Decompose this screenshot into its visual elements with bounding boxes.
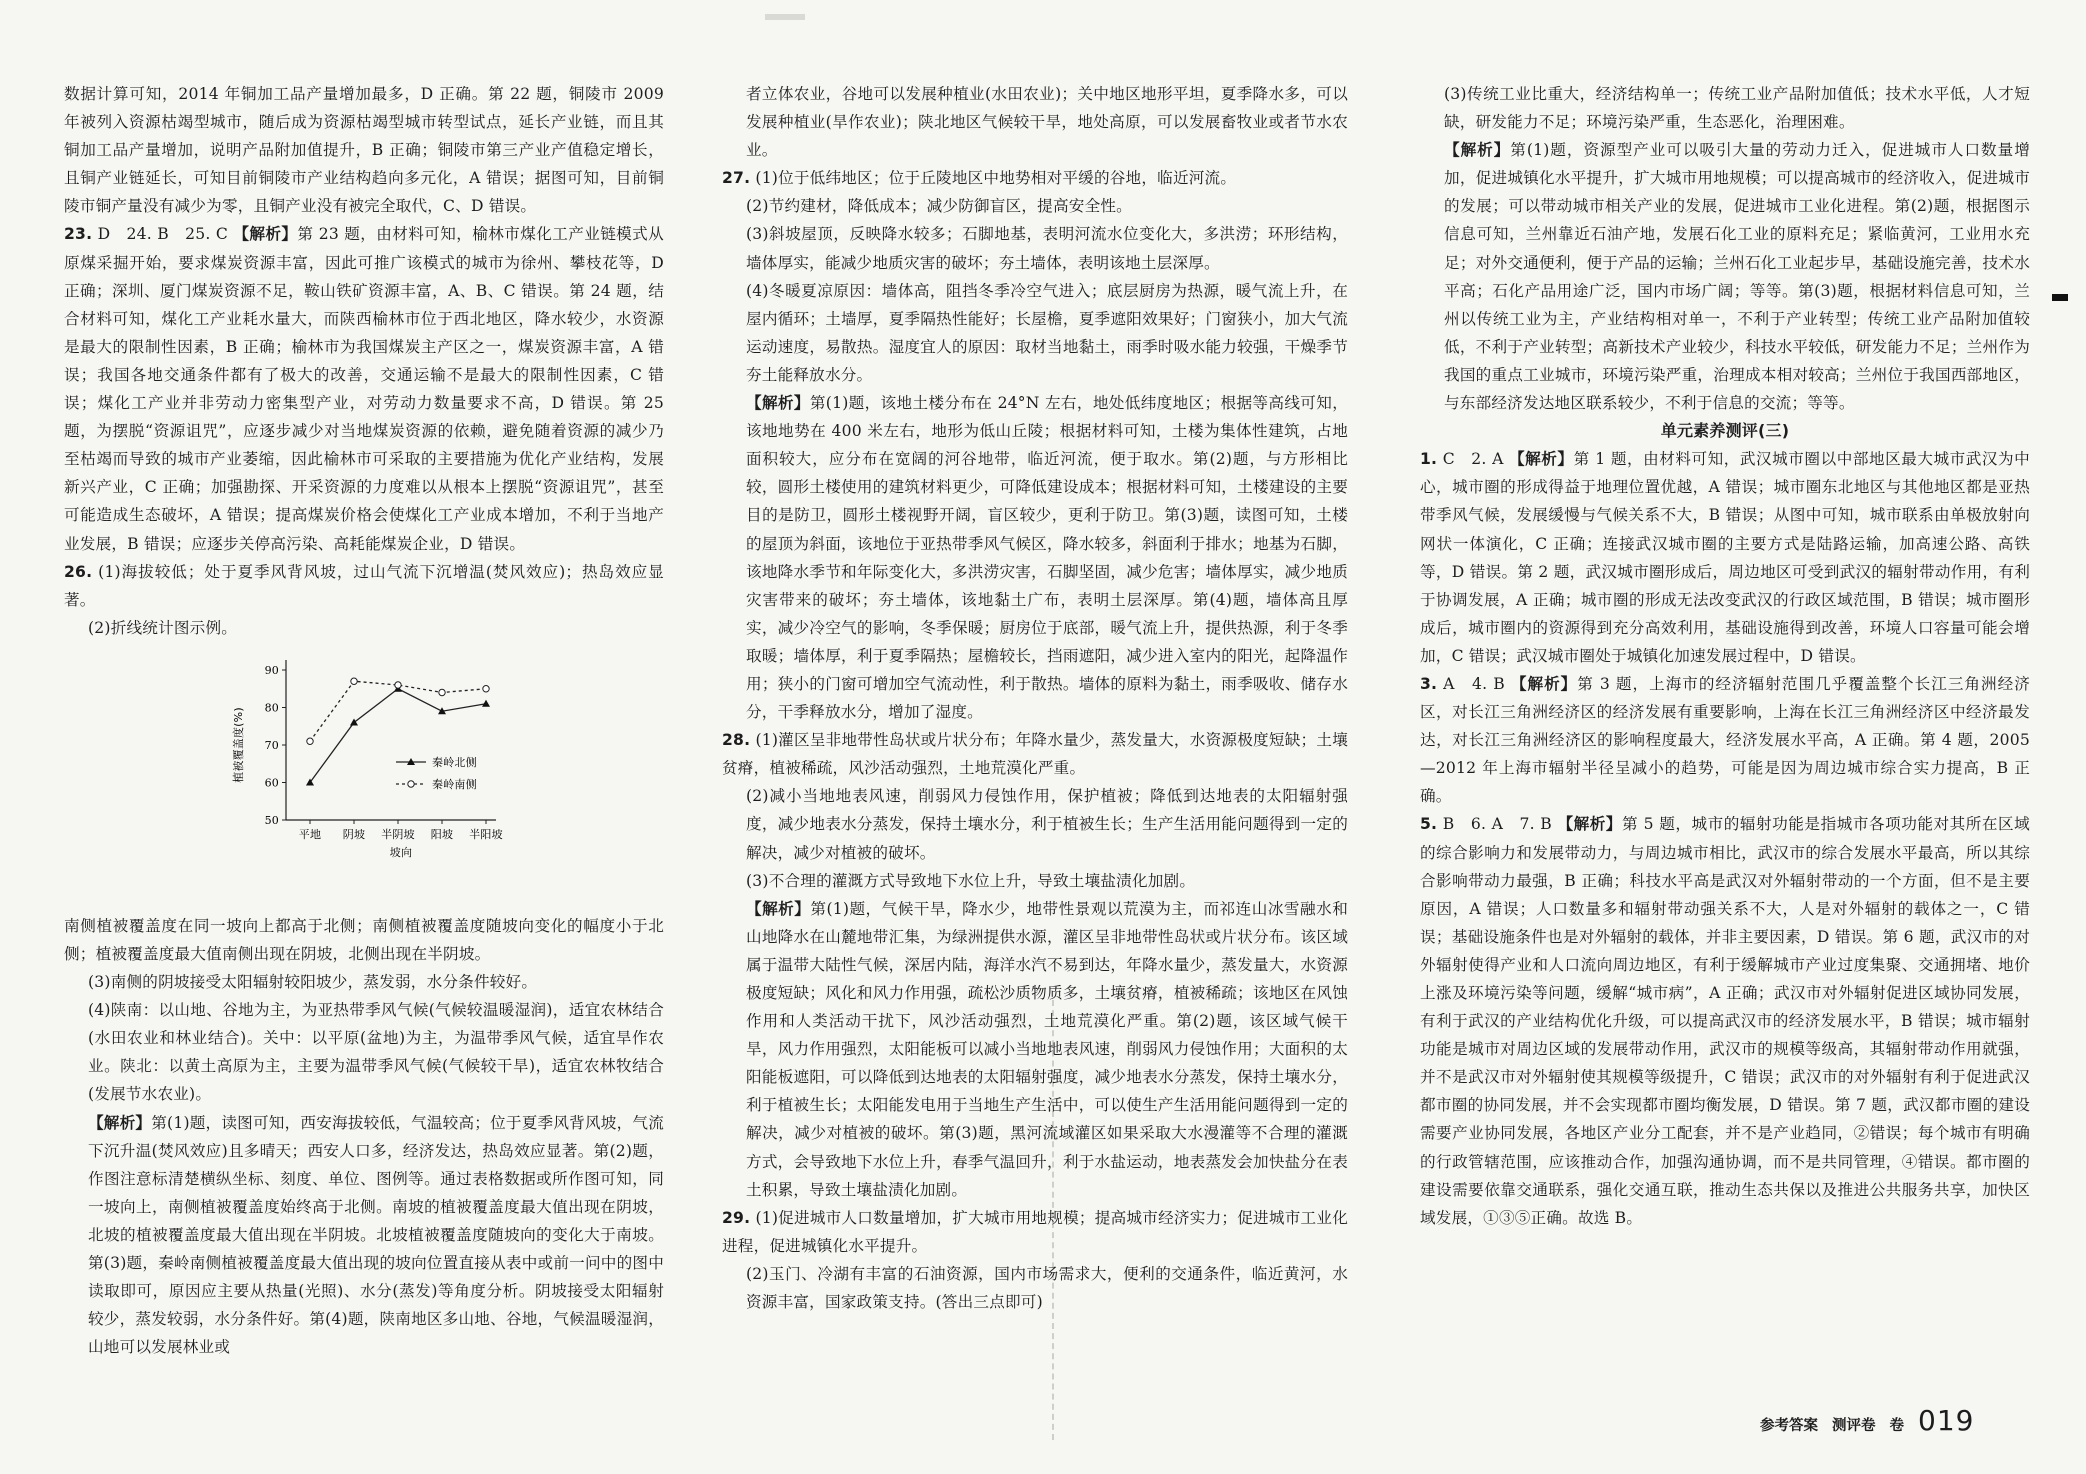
answer-text: (1)促进城市人口数量增加，扩大城市用地规模；提高城市经济实力；促进城市工业化进程，促进城镇化水平提升。 <box>722 1208 1348 1255</box>
analysis-tag: 【解析】 <box>1510 674 1578 693</box>
top-binding-mark <box>765 14 805 20</box>
section-title: 单元素养测评(三) <box>1660 421 1790 441</box>
analysis-body: 第(1)题，读图可知，西安海拔较低，气温较高；位于夏季风背风坡，气流下沉升温(焚风效应)且多晴天；西安人口多，经济发达，热岛效应显著。第(2)题，作图注意标清楚横纵坐标、刻度、单位、图例等。通过表格数据或所作图可知，同一坡向上，南侧植被覆盖度始终高于北侧。南坡的植被覆盖度最大值出现在阴坡，北坡的植被覆盖度最大值出现在半阴坡。北坡植被覆盖度随坡向的变化大于南坡。第(3)题，秦岭南侧植被覆盖度最大值出现的坡向位置直接从表中或前一问中的图中读取即可，原因应主要从热量(光照)、水分(蒸发)等角度分析。阴坡接受太阳辐射较少，蒸发较弱，水分条件好。第(4)题，陕南地区多山地、谷地，气候温暖湿润，山地可以发展林业或 <box>88 1113 664 1357</box>
q29-part2: (2)玉门、冷湖有丰富的石油资源，国内市场需求大，便利的交通条件，临近黄河，水资源丰富，国家政策支持。(答出三点即可) <box>746 1264 1348 1312</box>
q26-part3: (3)南侧的阴坡接受太阳辐射较阳坡少，蒸发弱，水分条件较好。 <box>88 973 538 992</box>
test-label: 测评卷 <box>1832 1418 1876 1434</box>
x-tick-label: 阴坡 <box>342 827 366 841</box>
analysis-body: 第 5 题，城市的辐射功能是指城市各项功能对其所在区域的综合影响力和发展带动力，与周边城市相比，武汉市的综合发展水平最高，所以其综合影响带动力最强，B 正确；科技水平高是武汉对外辐射带动的一个方面，但不是主要原因，A 错误；人口数量多和辐射带动强关系不大，人是对外辐射的载体之一，C 错误；基础设施条件也是对外辐射的载体，并非主要因素，D 错误。第 6 题，武汉市的对外辐射使得产业和人口流向周边地区，有利于缓解城市产业过度集聚、交通拥堵、地价上涨及环境污染等问题，缓解“城市病”，A 正确；武汉市对外辐射促进区域协同发展，有利于武汉的产业结构优化升级，可以提高武汉市的经济发展水平，B 错误；城市辐射功能是城市对周边区域的发展带动作用，武汉市的规模等级高，其辐射带动作用就强，并不是武汉市对外辐射使其规模等级提升，C 错误；武汉市的对外辐射有利于促进武汉都市圈的协同发展，并不会实现都市圈均衡发展，D 错误。第 7 题，武汉都市圈的建设需要产业协同发展，各地区产业分工配套，并不是产业趋同，②错误；每个城市有明确的行政管辖范围，应该推动合作，加强沟通协调，而不是共同管理，④错误。都市圈的建设需要依靠交通联系，强化交通互联，推动生态共保以及推进公共服务共享，加快区域发展，①③⑤正确。故选 B。 <box>1420 815 2030 1227</box>
q28-analysis <box>722 895 1348 1204</box>
analysis-tag: 【解析】 <box>1509 450 1574 469</box>
answer-keys: B 6. A 7. B <box>1442 815 1552 834</box>
column-middle <box>722 80 1348 1316</box>
x-axis-label: 坡向 <box>389 845 413 859</box>
analysis-body: 第 3 题，上海市的经济辐射范围几乎覆盖整个长江三角洲经济区，对长江三角洲经济区的经济发展有重要影响，上海在长江三角洲经济区中经济最发达，对长江三角洲经济区的影响程度最大，经济发展水平高，A 正确。第 4 题，2005—2012 年上海市辐射半径呈减小的趋势，可能是因为周边城市综合实力提高，B 正确。 <box>1420 674 2030 806</box>
y-axis-label: 植被覆盖度(%) <box>232 707 245 783</box>
legend-north-label: 秦岭北侧 <box>432 755 477 769</box>
answer-keys: C 2. A <box>1442 450 1504 469</box>
q26-part1 <box>64 558 664 614</box>
analysis-tag: 【解析】 <box>746 899 811 918</box>
series-south-point <box>483 685 489 691</box>
answers-label: 参考答案 <box>1760 1418 1818 1434</box>
legend-south-marker <box>408 781 414 787</box>
answer-text: (1)位于低纬地区；位于丘陵地区中地势相对平缓的谷地，临近河流。 <box>755 169 1237 188</box>
analysis-body: 第 1 题，由材料可知，武汉城市圈以中部地区最大城市武汉为中心，城市圈的形成得益于地理位置优越，A 错误；城市圈东北地区与其他地区都是亚热带季风气候，发展缓慢与气候关系不大，B 错误；从图中可知，城市联系由单极放射向网状一体演化，C 正确；连接武汉城市圈的主要方式是陆路运输，加高速公路、高铁等，D 错误。第 2 题，武汉城市圈形成后，周边地区可受到武汉的辐射带动作用，有利于协调发展，A 正确；城市圈的形成无法改变武汉的行政区域范围，B 错误；城市圈形成后，城市圈内的资源得到充分高效利用，基础设施得到改善，环境人口容量可能会增加，C 错误；武汉城市圈处于城镇化加速发展过程中，D 错误。 <box>1420 450 2030 665</box>
analysis-tag: 【解析】 <box>1444 141 1511 160</box>
q22-continuation: 数据计算可知，2014 年铜加工品产量增加最多，D 正确。第 22 题，铜陵市 2009 年被列入资源枯竭型城市，随后成为资源枯竭型城市转型试点，延长产业链，而且其铜加工品产量增加，说明产品附加值提升，B 正确；铜陵市第三产业产值稳定增长，且铜产业链延长，可知目前铜陵市产业结构趋向多元化，A 错误；据图可知，目前铜陵市铜产量没有减少为零，且铜产业没有被完全取代，C、D 错误。 <box>64 85 664 216</box>
x-tick-label: 半阳坡 <box>469 827 503 841</box>
q28-part3: (3)不合理的灌溉方式导致地下水位上升，导致土壤盐渍化加剧。 <box>746 871 1196 890</box>
y-tick-label: 70 <box>264 738 279 752</box>
q27-part1 <box>722 164 1348 192</box>
series-south-point <box>395 682 401 688</box>
analysis-body: 第 23 题，由材料可知，榆林市煤化工产业链模式从原煤采掘开始，要求煤炭资源丰富，因此可推广该模式的城市为徐州、攀枝花等，D 正确；深圳、厦门煤炭资源不足，鞍山铁矿资源丰富，A、B、C 错误。第 24 题，结合材料可知，煤化工产业耗水量大，而陕西榆林市位于西北地区，降水较少，水资源是最大的限制性因素，B 正确；榆林市为我国煤炭主产区之一，煤炭资源丰富，A 错误；我国各地交通条件都有了极大的改善，交通运输不是最大的限制性因素，C 错误；煤化工产业并非劳动力密集型产业，对劳动力数量要求不高，D 错误。第 25 题，为摆脱“资源诅咒”，应逐步减少对当地煤炭资源的依赖，避免随着资源的减少乃至枯竭而导致的城市产业萎缩，因此榆林市可采取的主要措施为优化产业结构，发展新兴产业，C 正确；加强勘探、开采资源的力度难以从根本上摆脱“资源诅咒”，甚至可能造成生态破坏，A 错误；提高煤炭价格会使煤化工产业成本增加，不利于当地产业发展，B 错误；应逐步关停高污染、高耗能煤炭企业，D 错误。 <box>64 225 664 553</box>
q3-4-answer <box>1420 670 2030 810</box>
q27-part3: (3)斜坡屋顶，反映降水较多；石脚地基，表明河流水位变化大，多洪涝；环形结构，墙体厚实，能减少地质灾害的破坏；夯土墙体，表明该地土层深厚。 <box>746 225 1348 272</box>
question-number: 29. <box>722 1208 751 1227</box>
y-tick-label: 60 <box>264 776 279 790</box>
x-tick-label: 阳坡 <box>430 827 454 841</box>
answer-text: (1)海拔较低；处于夏季风背风坡，过山气流下沉增温(焚风效应)；热岛效应显著。 <box>64 562 664 609</box>
column-right <box>1420 80 2030 1232</box>
page-footer <box>1760 1404 1974 1437</box>
q27-part2: (2)节约建材，降低成本；减少防御盲区，提高安全性。 <box>746 197 1132 216</box>
question-number: 28. <box>722 731 751 750</box>
x-tick-label: 平地 <box>298 827 322 841</box>
y-tick-label: 50 <box>264 813 279 827</box>
q29-part3: (3)传统工业比重大，经济结构单一；传统工业产品附加值低；技术水平低，人才短缺，研发能力不足；环境污染严重，生态恶化，治理困难。 <box>1444 85 2030 132</box>
question-number: 3. <box>1420 674 1438 693</box>
vegetation-coverage-chart <box>64 642 664 912</box>
edge-thumb-mark <box>2052 294 2068 301</box>
q26-continuation: 者立体农业，谷地可以发展种植业(水田农业)；关中地区地形平坦，夏季降水多，可以发展种植业(旱作农业)；陕北地区气候较干旱，地处高原，可以发展畜牧业或者节水农业。 <box>746 85 1348 160</box>
q28-part2: (2)减小当地地表风速，削弱风力侵蚀作用，保护植被；降低到达地表的太阳辐射强度，减少地表水分蒸发，保持土壤水分，利于植被生长；生产生活用能问题得到一定的解决，减少对植被的破坏。 <box>746 787 1348 862</box>
column-left <box>64 80 664 1361</box>
analysis-body: 第(1)题，该地土楼分布在 24°N 左右，地处低纬度地区；根据等高线可知，该地地势在 400 米左右，地形为低山丘陵；根据材料可知，土楼为集体性建筑，占地面积较大，应分布在宽阔的河谷地带，临近河流，便于取水。第(2)题，与方形相比较，圆形土楼使用的建筑材料更少，可降低建设成本；根据材料可知，土楼建设的主要目的是防卫，圆形土楼视野开阔，盲区较少，更利于防卫。第(3)题，读图可知，土楼的屋顶为斜面，该地位于亚热带季风气候区，降水较多，斜面利于排水；地基为石脚，该地降水季节和年际变化大，多洪涝灾害，石脚坚固，减少危害；墙体厚实，减少地质灾害带来的破坏；夯土墙体，该地黏土广布，表明土层深厚。第(4)题，墙体高且厚实，减少冷空气的影响，冬季保暖；厨房位于底部，暖气流上升，提供热源，利于冬季取暖；墙体厚，利于夏季隔热；屋檐较长，挡雨遮阳，减少进入室内的阳光，起降温作用；狭小的门窗可增加空气流动性，利于散热。墙体的原料为黏土，雨季吸收、储存水分，干季释放水分，增加了湿度。 <box>746 394 1348 722</box>
analysis-tag: 【解析】 <box>746 394 810 413</box>
answer-text: (1)灌区呈非地带性岛状或片状分布；年降水量少，蒸发量大，水资源极度短缺；土壤贫瘠，植被稀疏，风沙活动强烈，土地荒漠化严重。 <box>722 731 1348 778</box>
q26-analysis <box>64 1109 664 1362</box>
question-number: 23. <box>64 225 93 244</box>
page-number: 019 <box>1918 1404 1975 1437</box>
q1-2-answer <box>1420 445 2030 670</box>
y-tick-label: 90 <box>264 663 279 677</box>
answer-keys: A 4. B <box>1443 674 1505 693</box>
q27-part4: (4)冬暖夏凉原因：墙体高，阻挡冬季冷空气进入；底层厨房为热源，暖气流上升，在屋内循环；土墙厚，夏季隔热性能好；长屋檐，夏季遮阳效果好；门窗狭小，加大气流运动速度，易散热。湿度宜人的原因：取材当地黏土，雨季时吸水能力较强，干燥季节夯土能释放水分。 <box>746 281 1348 384</box>
vol-label: 卷 <box>1889 1418 1904 1434</box>
analysis-body: 第(1)题，资源型产业可以吸引大量的劳动力迁入，促进城市人口数量增加，促进城镇化水平提升，扩大城市用地规模；可以提高城市的经济收入，促进城市的发展；可以带动城市相关产业的发展，促进城市工业化进程。第(2)题，根据图示信息可知，兰州靠近石油产地，发展石化工业的原料充足；紧临黄河，工业用水充足；对外交通便利，便于产品的运输；兰州石化工业起步早，基础设施完善，技术水平高；石化产品用途广泛，国内市场广阔；等等。第(3)题，根据材料信息可知，兰州以传统工业为主，产业结构相对单一，不利于产业转型；传统工业产品附加值较低，不利于产业转型；高新技术产业较少，科技水平较低，研发能力不足；兰州作为我国的重点工业城市，环境污染严重，治理成本相对较高；兰州位于我国西部地区，与东部经济发达地区联系较少，不利于信息的交流；等等。 <box>1444 141 2030 413</box>
series-south-point <box>307 738 313 744</box>
q26-part2: (2)折线统计图示例。 <box>88 618 238 637</box>
y-tick-label: 80 <box>264 701 279 715</box>
question-number: 5. <box>1420 815 1438 834</box>
answer-keys: D 24. B 25. C <box>97 225 228 244</box>
q27-analysis <box>722 389 1348 726</box>
analysis-body: 第(1)题，气候干旱，降水少，地带性景观以荒漠为主，而祁连山冰雪融水和山地降水在山麓地带汇集，为绿洲提供水源，灌区呈非地带性岛状或片状分布。该区域属于温带大陆性气候，深居内陆，海洋水汽不易到达，年降水量少，蒸发量大，水资源极度短缺；风化和风力作用强，疏松沙质物质多，土壤贫瘠，植被稀疏；该地区在风蚀作用和人类活动干扰下，风沙活动强烈，土地荒漠化严重。第(2)题，该区域气候干旱，风力作用强烈，太阳能板可以减小当地地表风速，削弱风力侵蚀作用；大面积的太阳能板遮阳，可以降低到达地表的太阳辐射强度，减少地表水分蒸发，保持土壤水分，利于植被生长；太阳能发电用于当地生产生活中，可以使生产生活用能问题得到一定的解决，减少对植被的破坏。第(3)题，黑河流域灌区如果采取大水漫灌等不合理的灌溉方式，会导致地下水位上升，春季气温回升，利于水盐运动，地表蒸发会加快盐分在表土积累，导致土壤盐渍化加剧。 <box>746 899 1348 1199</box>
question-number: 26. <box>64 562 93 581</box>
analysis-tag: 【解析】 <box>1557 815 1622 834</box>
series-south-point <box>351 678 357 684</box>
q28-part1 <box>722 726 1348 782</box>
q29-analysis <box>1420 136 2030 417</box>
series-north-point <box>482 700 490 707</box>
analysis-tag: 【解析】 <box>88 1113 152 1132</box>
line-chart-svg <box>224 642 524 910</box>
q5-7-answer <box>1420 810 2030 1231</box>
x-tick-label: 半阴坡 <box>381 827 415 841</box>
question-number: 1. <box>1420 450 1438 469</box>
q26-part4: (4)陕南：以山地、谷地为主，为亚热带季风气候(气候较温暖湿润)，适宜农林结合(水田农业和林业结合)。关中：以平原(盆地)为主，为温带季风气候，适宜旱作农业。陕北：以黄土高原为主，主要为温带季风气候(气候较干旱)，适宜农林牧结合(发展节水农业)。 <box>88 1001 664 1104</box>
series-south-point <box>439 689 445 695</box>
question-number: 27. <box>722 169 751 188</box>
q26-chart-conclusion: 南侧植被覆盖度在同一坡向上都高于北侧；南侧植被覆盖度随坡向变化的幅度小于北侧；植被覆盖度最大值南侧出现在阴坡，北侧出现在半阴坡。 <box>64 916 664 963</box>
q23-25-answer <box>64 220 664 557</box>
q29-part1 <box>722 1204 1348 1260</box>
analysis-tag: 【解析】 <box>233 225 298 244</box>
legend-south-label: 秦岭南侧 <box>432 777 477 791</box>
